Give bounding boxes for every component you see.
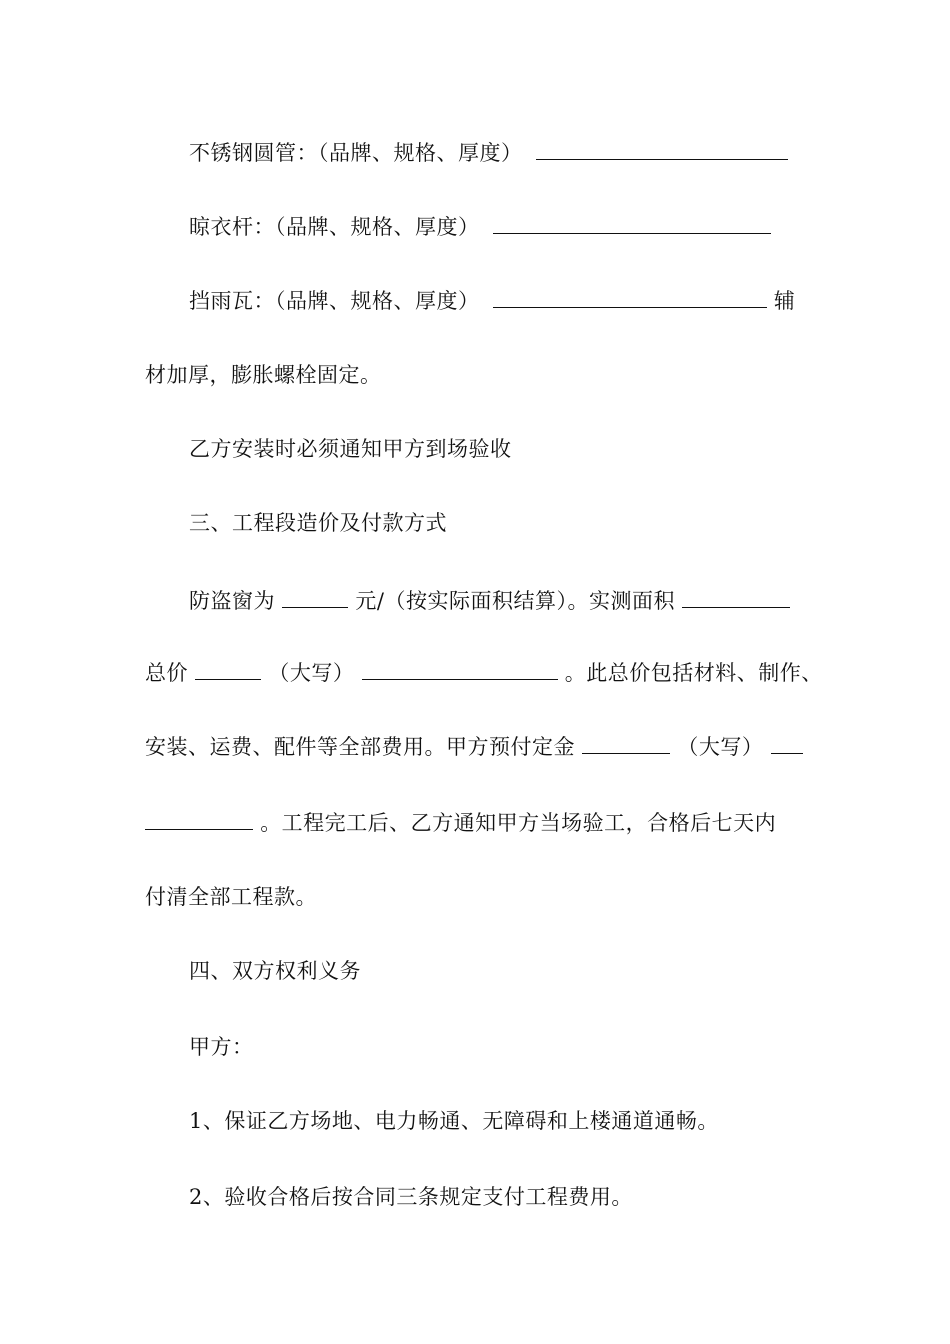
party-a-duty-2-text: 2、验收合格后按合同三条规定支付工程费用。 bbox=[189, 1185, 633, 1209]
material-line-continuation bbox=[145, 358, 805, 392]
deposit-uppercase-blank bbox=[771, 731, 803, 754]
drying-rod-blank bbox=[493, 211, 771, 234]
stainless-tube-blank bbox=[536, 137, 788, 160]
total-price-uppercase-blank bbox=[362, 657, 558, 680]
party-a-duty-1-text: 1、保证乙方场地、电力畅通、无障碍和上楼通道通畅。 bbox=[189, 1109, 719, 1133]
total-price-label: 总价 bbox=[145, 661, 188, 685]
rain-tile-label: 挡雨瓦：（品牌、规格、厚度） bbox=[189, 289, 480, 313]
deposit-text: 安装、运费、配件等全部费用。甲方预付定金 bbox=[145, 735, 575, 759]
stainless-tube-label: 不锈钢圆管：（品牌、规格、厚度） bbox=[189, 141, 523, 165]
material-line-rain-tile bbox=[145, 284, 805, 318]
rain-tile-blank bbox=[493, 285, 767, 308]
completion-text: 。工程完工后、乙方通知甲方当场验工，合格后七天内 bbox=[260, 811, 777, 835]
price-label: 防盗窗为 bbox=[189, 589, 275, 613]
price-area-text: 元/（按实际面积结算）。实测面积 bbox=[355, 589, 675, 613]
inspection-notice bbox=[145, 432, 805, 466]
section-heading-4 bbox=[145, 954, 805, 988]
section-heading-4-text: 四、双方权利义务 bbox=[189, 959, 361, 983]
material-line-stainless-tube bbox=[145, 136, 805, 170]
total-price-scope-text: 。此总价包括材料、制作、 bbox=[564, 661, 823, 685]
deposit-blank bbox=[582, 731, 670, 754]
total-price-blank bbox=[195, 657, 261, 680]
inspection-notice-text: 乙方安装时必须通知甲方到场验收 bbox=[189, 437, 512, 461]
section-heading-3-text: 三、工程段造价及付款方式 bbox=[189, 511, 447, 535]
measured-area-blank bbox=[682, 585, 790, 608]
continuation-text: 材加厚，膨胀螺栓固定。 bbox=[145, 363, 382, 387]
total-price-uppercase-label: （大写） bbox=[268, 661, 355, 685]
party-a-duty-1 bbox=[145, 1104, 805, 1138]
total-price-line bbox=[145, 656, 823, 690]
payment-line bbox=[145, 880, 805, 914]
unit-price-blank bbox=[282, 585, 348, 608]
price-line bbox=[145, 584, 805, 618]
party-a-duty-2 bbox=[145, 1180, 805, 1214]
deposit-uppercase-blank-continued bbox=[145, 807, 253, 830]
completion-line bbox=[145, 806, 805, 840]
party-a-heading-text: 甲方： bbox=[189, 1035, 254, 1059]
payment-text: 付清全部工程款。 bbox=[145, 885, 317, 909]
drying-rod-label: 晾衣杆：（品牌、规格、厚度） bbox=[189, 215, 480, 239]
rain-tile-trailing-text: 辅 bbox=[773, 289, 796, 313]
deposit-line bbox=[145, 730, 805, 764]
material-line-drying-rod bbox=[145, 210, 805, 244]
section-heading-3 bbox=[145, 506, 805, 540]
deposit-uppercase-label: （大写） bbox=[677, 735, 764, 759]
party-a-heading bbox=[145, 1030, 805, 1064]
